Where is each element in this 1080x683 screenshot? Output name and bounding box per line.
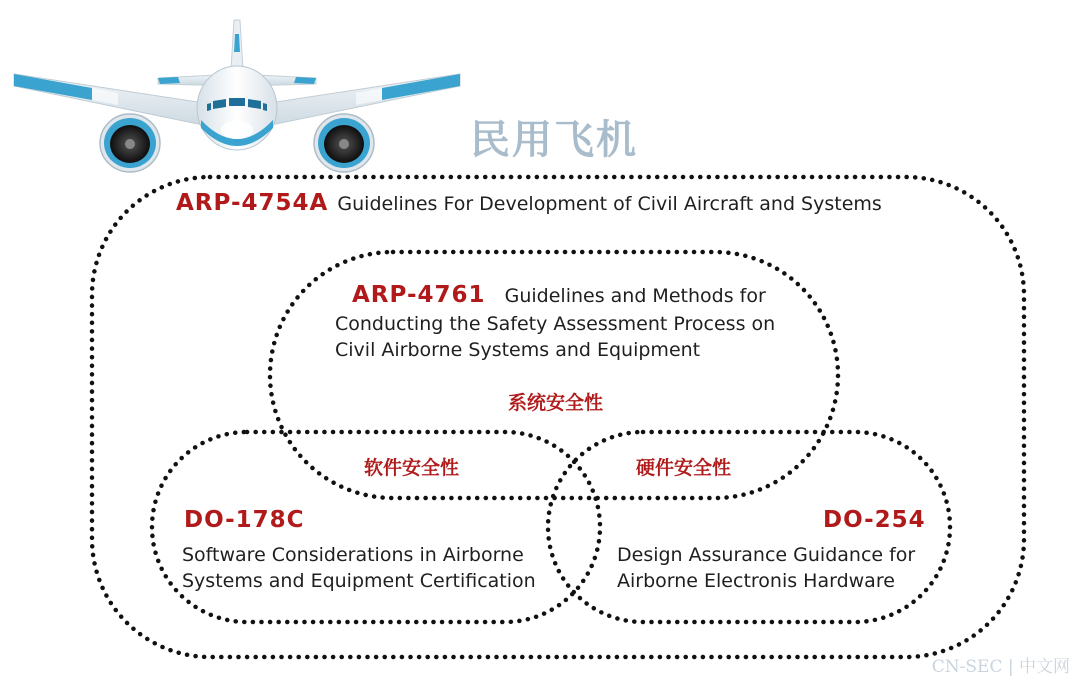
arp4761-description-line2: Conducting the Safety Assessment Process on — [335, 313, 776, 335]
arp4761-description-line3: Civil Airborne Systems and Equipment — [335, 339, 701, 361]
do254-description-line1: Design Assurance Guidance for — [617, 544, 916, 566]
do178c-code: DO-178C — [184, 507, 305, 533]
do254-code: DO-254 — [823, 507, 926, 533]
arp4761-description-line1: Guidelines and Methods for — [504, 285, 766, 307]
do178c-description-line2: Systems and Equipment Certification — [182, 570, 536, 592]
arp4761-heading — [352, 282, 766, 308]
hardware-safety-label: 硬件安全性 — [636, 457, 732, 479]
arp4761-code: ARP-4761 — [352, 282, 486, 308]
software-safety-label: 软件安全性 — [364, 457, 460, 479]
arp4754a-code: ARP-4754A — [176, 190, 329, 216]
do178c-description-line1: Software Considerations in Airborne — [182, 544, 524, 566]
arp4754a-heading — [176, 190, 882, 216]
watermark: CN-SEC | 中文网 — [931, 657, 1070, 677]
system-safety-label: 系统安全性 — [508, 392, 604, 414]
do254-description-line2: Airborne Electronis Hardware — [617, 570, 895, 592]
arp4754a-description: Guidelines For Development of Civil Aircraft and Systems — [337, 193, 882, 215]
diagram-title: 民用飞机 — [470, 117, 638, 163]
